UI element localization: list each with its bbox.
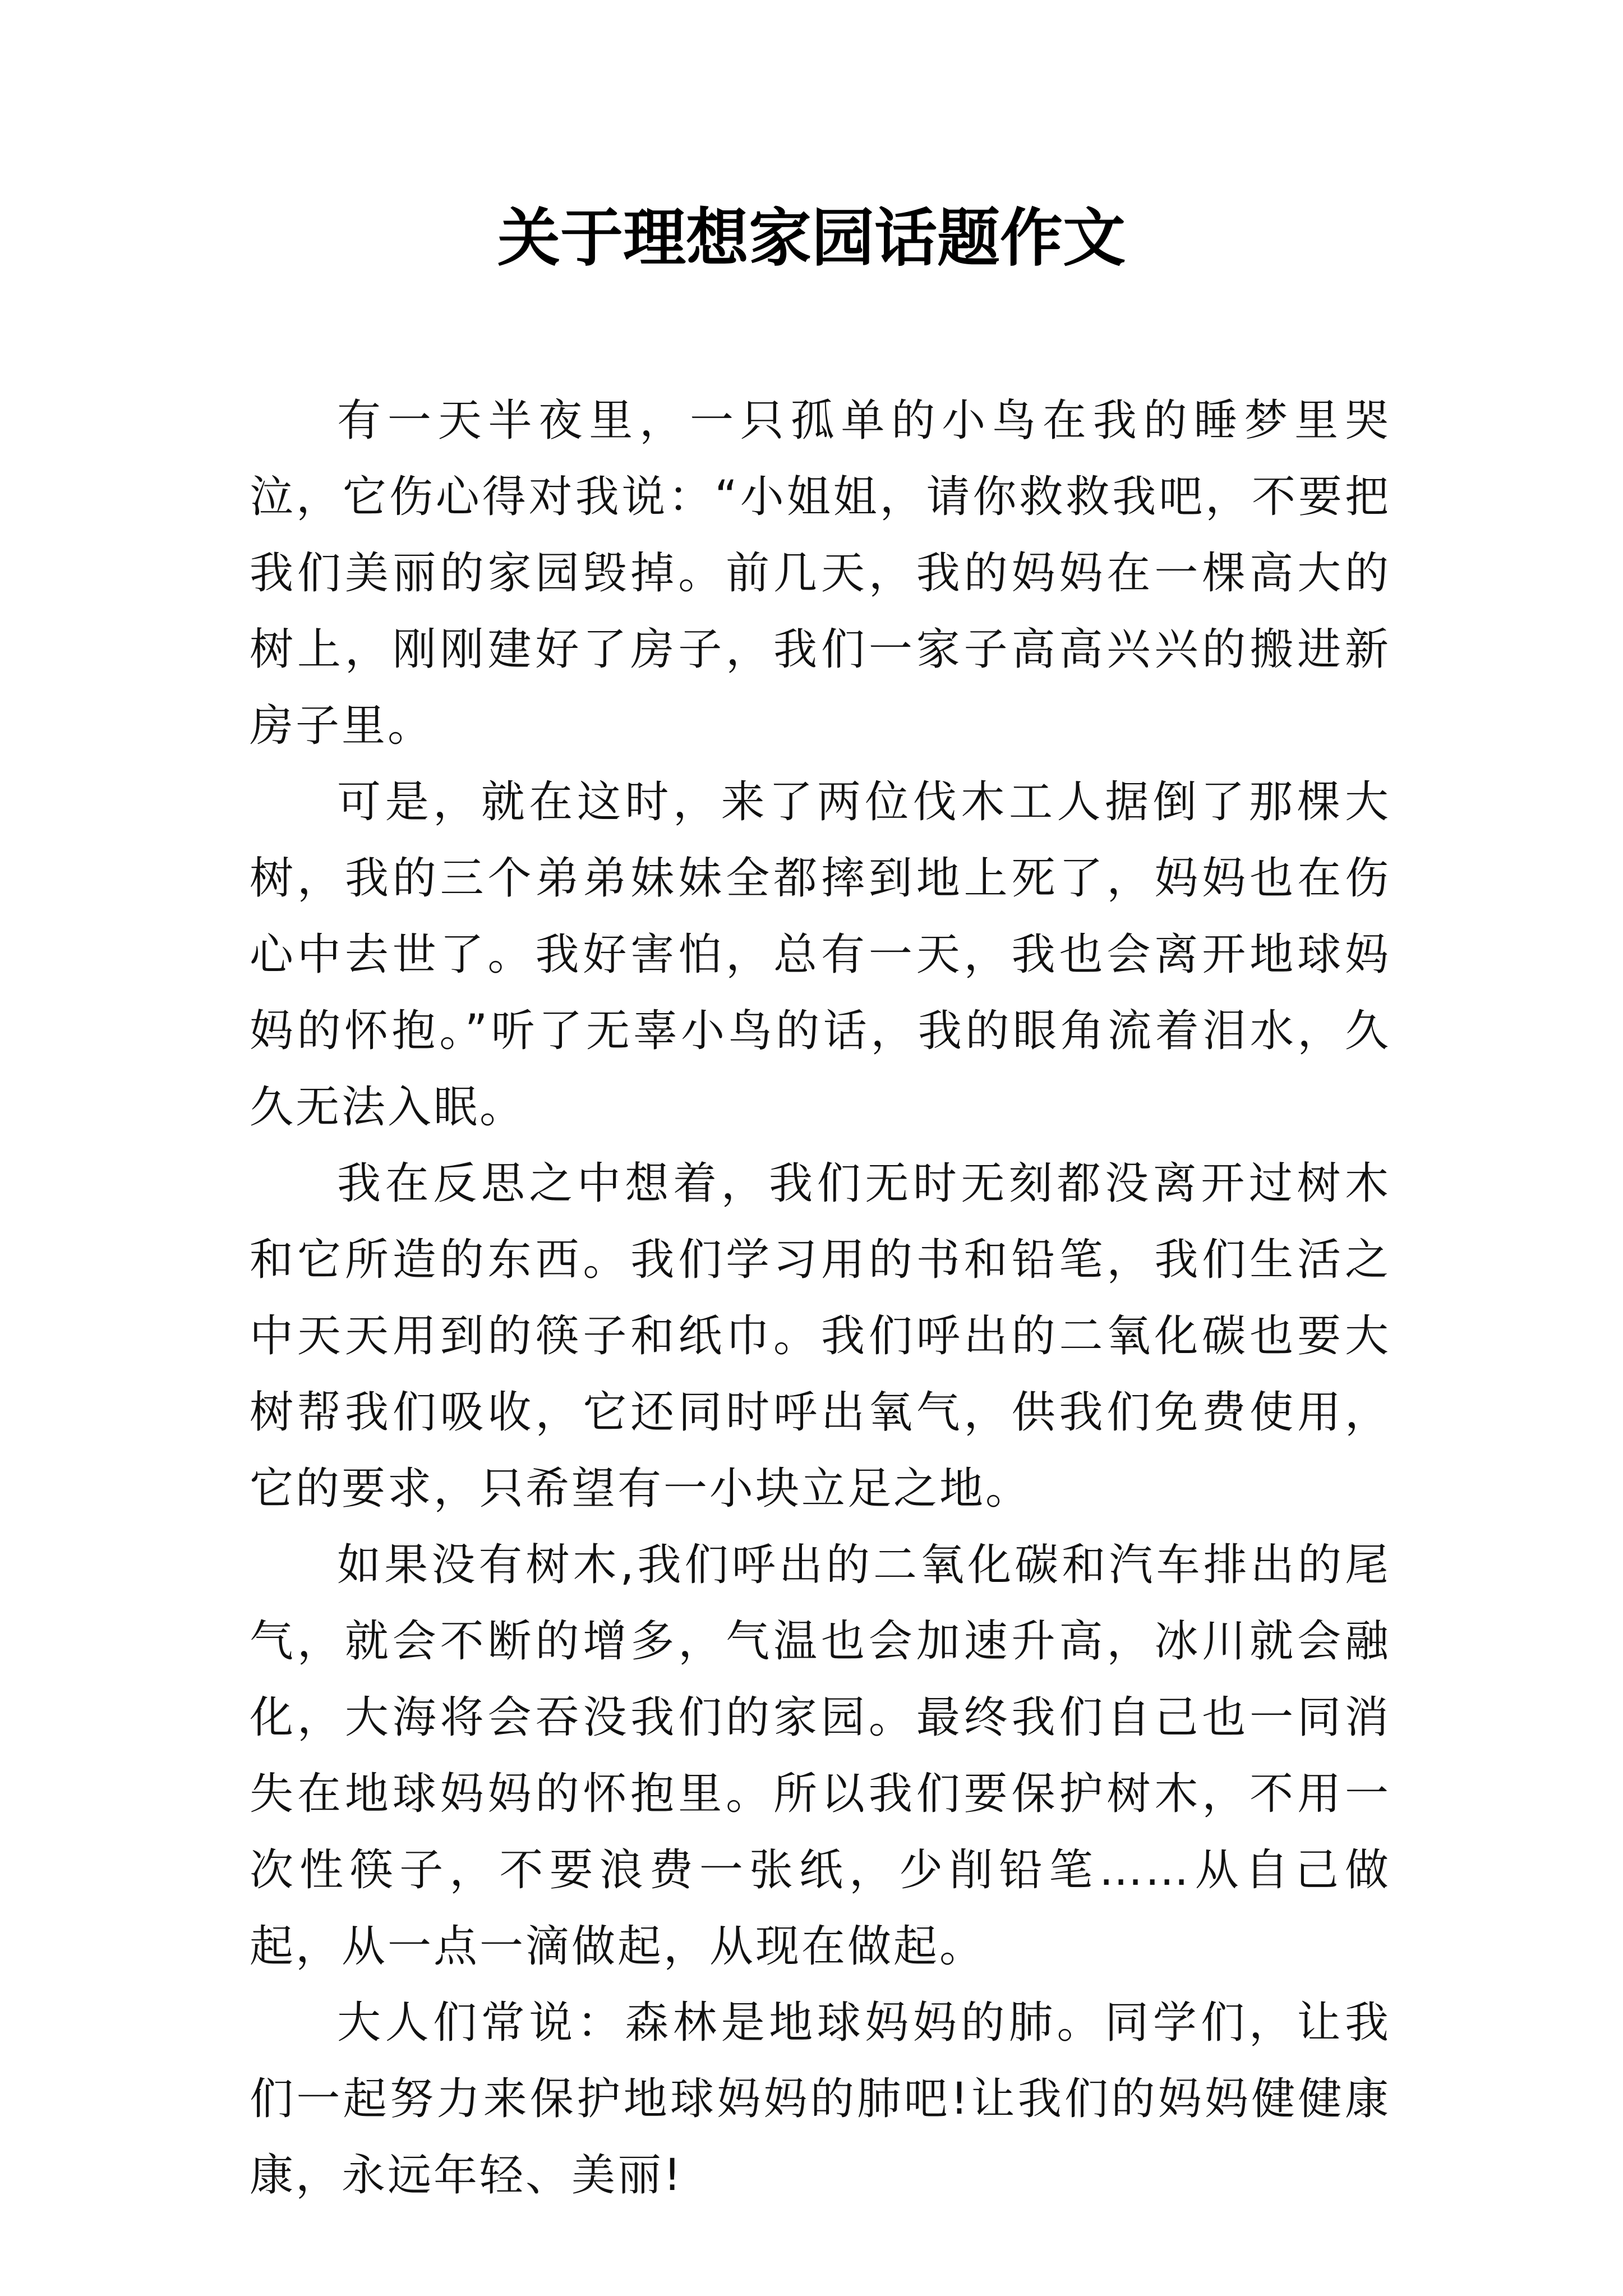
paragraph-3: 我在反思之中想着，我们无时无刻都没离开过树木和它所造的东西。我们学习用的书和铅笔，我们生活之中天天用到的筷子和纸巾。我们呼出的二氧化碳也要大树帮我们吸收，它还同时呼出氧气，供我们免费使用，它的要求，只希望有一小块立足之地。 [250, 1158, 1391, 1514]
document-body [250, 383, 1391, 2214]
paragraph-2: 可是，就在这时，来了两位伐木工人据倒了那棵大树，我的三个弟弟妹妹全都摔到地上死了，妈妈也在伤心中去世了。我好害怕，总有一天，我也会离开地球妈妈的怀抱。”听了无辜小鸟的话，我的眼角流着泪水，久久无法入眠。 [250, 777, 1391, 1133]
paragraph-4: 如果没有树木,我们呼出的二氧化碳和汽车排出的尾气，就会不断的增多，气温也会加速升高，冰川就会融化，大海将会吞没我们的家园。最终我们自己也一同消失在地球妈妈的怀抱里。所以我们要保护树木，不用一次性筷子，不要浪费一张纸，少削铅笔……从自己做起，从一点一滴做起，从现在做起。 [250, 1540, 1391, 1972]
document-title: 关于理想家园话题作文 [497, 201, 1126, 275]
paragraph-5: 大人们常说：森林是地球妈妈的肺。同学们，让我们一起努力来保护地球妈妈的肺吧!让我们的妈妈健健康康，永远年轻、美丽! [250, 1998, 1391, 2201]
paragraph-1: 有一天半夜里，一只孤单的小鸟在我的睡梦里哭泣，它伤心得对我说：“小姐姐，请你救救我吧，不要把我们美丽的家园毁掉。前几天，我的妈妈在一棵高大的树上，刚刚建好了房子，我们一家子高高兴兴的搬进新房子里。 [250, 395, 1391, 751]
